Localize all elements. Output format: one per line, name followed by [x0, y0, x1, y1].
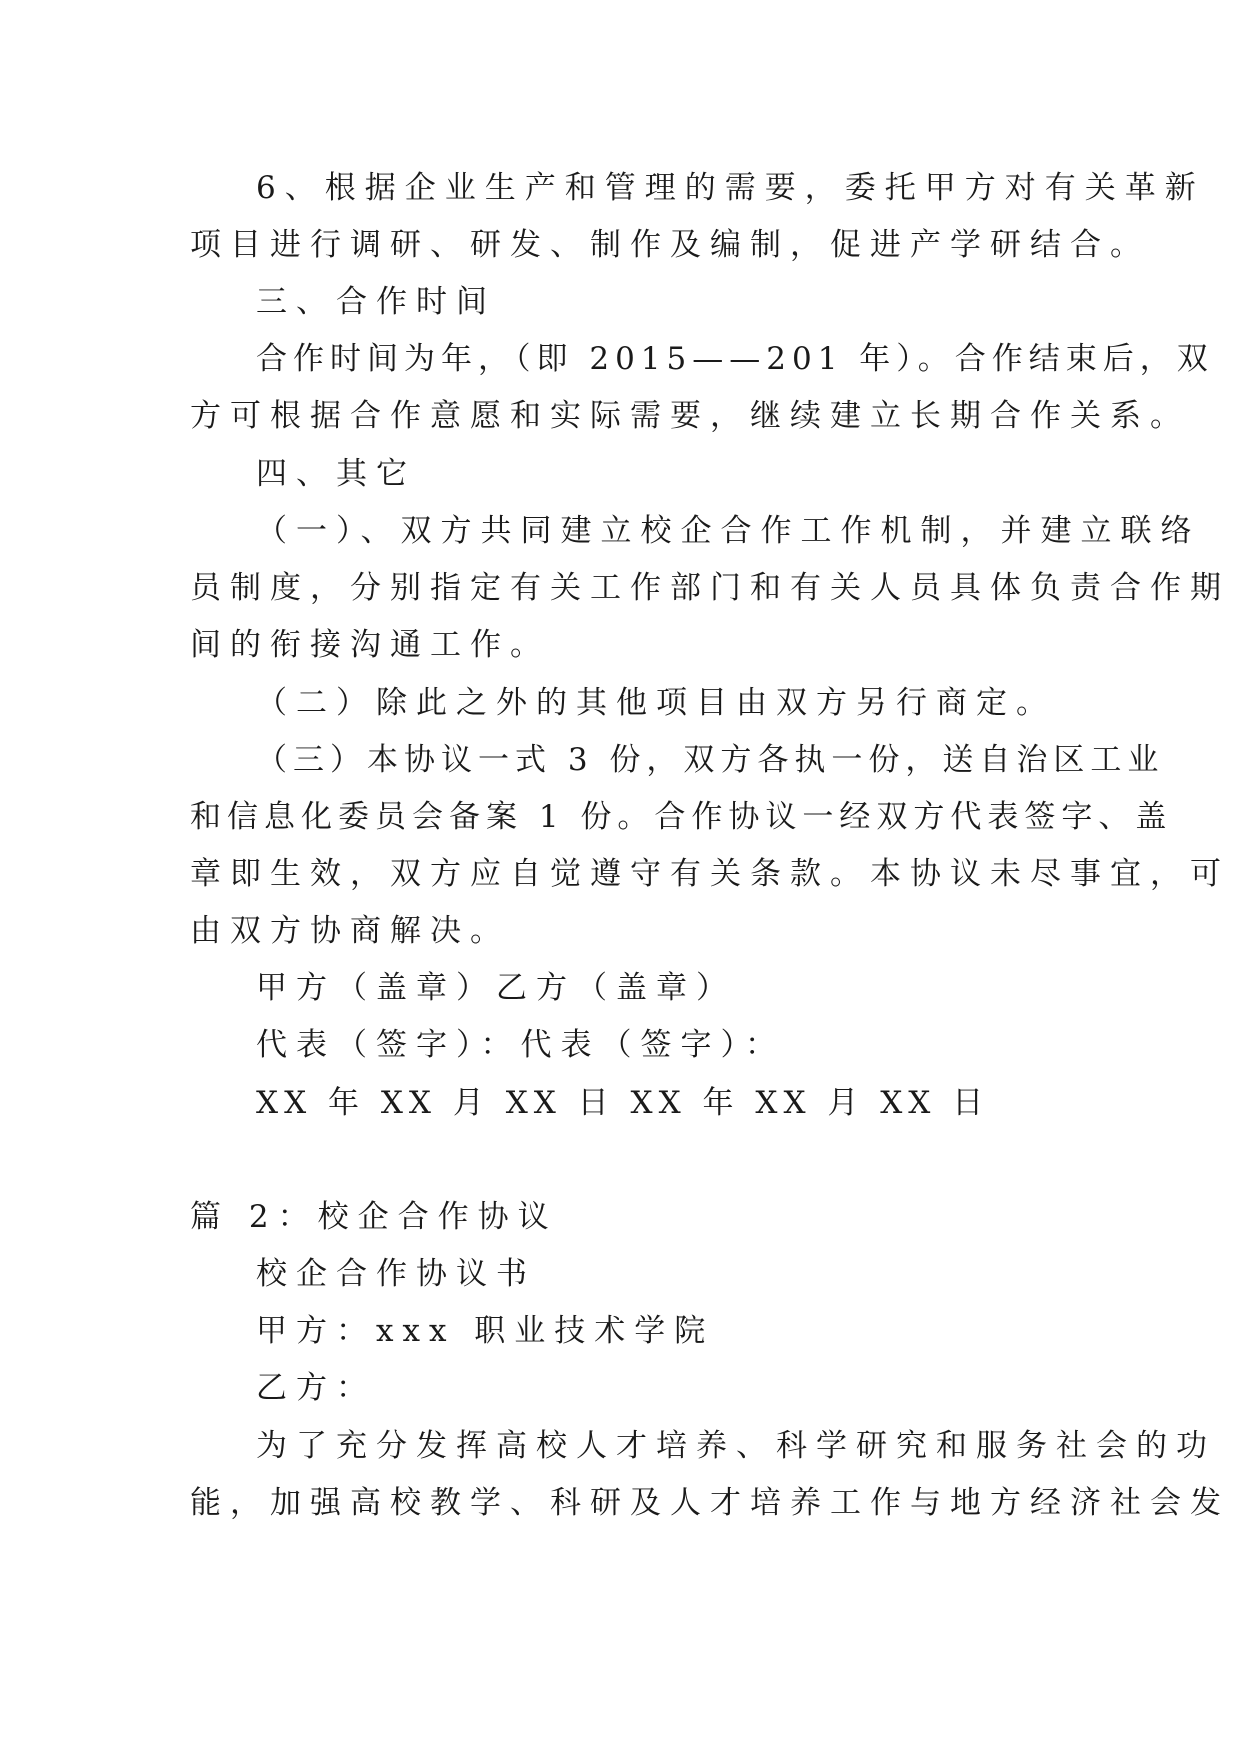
paragraph-line: 间的衔接沟通工作。	[190, 627, 550, 663]
agreement-title: 校企合作协议书	[256, 1256, 536, 1292]
section-heading: 四、其它	[256, 456, 416, 492]
paragraph-line: 员制度，分别指定有关工作部门和有关人员具体负责合作期	[190, 570, 1230, 606]
section-heading: 三、合作时间	[256, 284, 496, 320]
paragraph-line: 合作时间为年，（即 2015——201 年）。合作结束后，双	[256, 341, 1214, 377]
signature-representative-line: 代表（签字）：代表（签字）：	[256, 1027, 785, 1063]
paragraph-line: 和信息化委员会备案 1 份。合作协议一经双方代表签字、盖	[190, 799, 1173, 835]
paragraph-line: 由双方协商解决。	[190, 913, 510, 949]
paragraph-line: 为了充分发挥高校人才培养、科学研究和服务社会的功	[256, 1428, 1216, 1464]
signature-party-line: 甲方（盖章）乙方（盖章）	[256, 970, 736, 1006]
paragraph-line: 方可根据合作意愿和实际需要，继续建立长期合作关系。	[190, 398, 1190, 434]
party-a-line: 甲方：xxx 职业技术学院	[256, 1313, 715, 1349]
signature-date-line: XX 年 XX 月 XX 日 XX 年 XX 月 XX 日	[256, 1085, 990, 1121]
paragraph-line: 能，加强高校教学、科研及人才培养工作与地方经济社会发	[190, 1485, 1230, 1521]
paragraph-line: 章即生效，双方应自觉遵守有关条款。本协议未尽事宜，可	[190, 856, 1230, 892]
paragraph-line: 6、根据企业生产和管理的需要，委托甲方对有关革新	[256, 170, 1205, 206]
party-b-line: 乙方：	[256, 1370, 376, 1406]
paragraph-line: （一）、双方共同建立校企合作工作机制，并建立联络	[256, 513, 1201, 549]
article-heading: 篇 2：校企合作协议	[190, 1199, 558, 1235]
paragraph-line: 项目进行调研、研发、制作及编制，促进产学研结合。	[190, 227, 1150, 263]
paragraph-line: （三）本协议一式 3 份，双方各执一份，送自治区工业	[256, 742, 1165, 778]
paragraph-line: （二）除此之外的其他项目由双方另行商定。	[256, 685, 1056, 721]
